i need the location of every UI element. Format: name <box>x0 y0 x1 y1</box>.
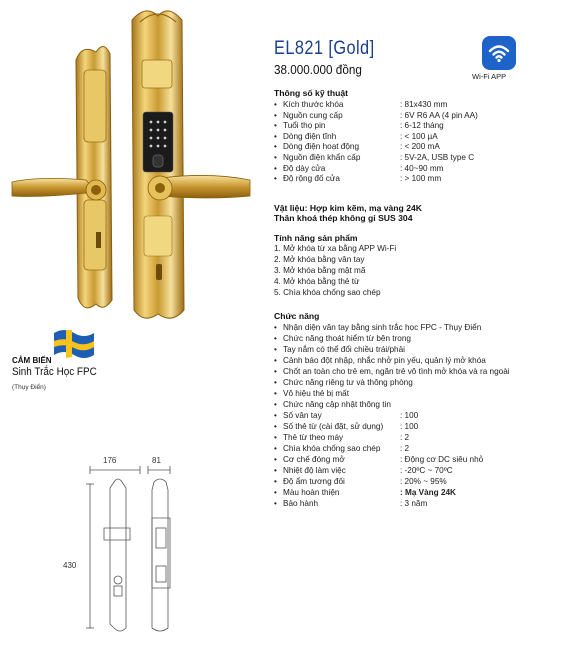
feature-item: 4. Mở khóa bằng thẻ từ <box>274 277 360 286</box>
function-row <box>274 477 447 488</box>
functions-heading: Chức năng <box>274 311 320 321</box>
spec-value: : 40~90 mm <box>400 163 444 173</box>
function-value: : 3 năm <box>400 499 428 508</box>
function-row <box>274 488 456 499</box>
feature-item: 1. Mở khóa từ xa bằng APP Wi-Fi <box>274 244 397 253</box>
dim-width-front: 176 <box>103 456 117 465</box>
bullet-icon: • <box>274 488 277 497</box>
dim-height: 430 <box>63 561 77 570</box>
function-label: Chức năng riêng tư và thông phòng <box>283 378 413 387</box>
sweden-flag-icon <box>52 327 96 361</box>
bullet-icon: • <box>274 389 277 398</box>
bullet-icon: • <box>274 400 277 409</box>
price-text: 38.000.000 đồng <box>274 62 362 77</box>
function-label: Bảo hành <box>283 499 319 508</box>
dim-width-side: 81 <box>152 456 161 465</box>
function-label: Chức năng thoát hiểm từ bên trong <box>283 334 411 343</box>
bullet-icon: • <box>274 323 277 332</box>
wifi-app-label: Wi-Fi APP <box>472 72 507 81</box>
function-value: : 2 <box>400 444 410 453</box>
function-row <box>274 345 405 356</box>
bullet-icon: • <box>274 356 277 365</box>
function-value: : 100 <box>400 411 419 420</box>
bullet-icon: • <box>274 110 277 120</box>
function-label: Độ ẩm tương đối <box>283 477 345 486</box>
spec-row <box>274 110 478 122</box>
bullet-icon: • <box>274 499 277 508</box>
spec-value: : < 200 mA <box>400 142 440 152</box>
bullet-icon: • <box>274 455 277 464</box>
front-lock-plate <box>132 11 250 318</box>
function-row <box>274 455 484 466</box>
dimension-drawing <box>70 458 270 638</box>
function-value: : -20ºC ~ 70ºC <box>400 466 453 475</box>
sensor-title: Sinh Trắc Học FPC <box>12 366 97 378</box>
spec-row <box>274 174 442 185</box>
spec-value: : 81x430 mm <box>400 100 448 109</box>
function-value: : 2 <box>400 433 410 442</box>
function-label: Cảnh báo đột nhập, nhắc nhở pin yếu, quản lý mở khóa <box>283 356 486 365</box>
function-label: Chức năng cập nhật thông tin <box>283 400 391 409</box>
function-row <box>274 400 391 411</box>
bullet-icon: • <box>274 142 277 152</box>
spec-row <box>274 153 475 164</box>
function-label: Số vân tay <box>283 411 322 420</box>
bullet-icon: • <box>274 174 277 184</box>
spec-label: Dòng điện tĩnh <box>283 131 337 141</box>
function-row <box>274 411 419 422</box>
function-row <box>274 466 453 477</box>
sensor-origin: (Thụy Điển) <box>12 384 46 391</box>
function-value: : Động cơ DC siêu nhỏ <box>400 455 484 464</box>
function-label: Chìa khóa chống sao chép <box>283 444 381 453</box>
function-row <box>274 444 410 455</box>
function-row <box>274 422 419 433</box>
model-title: EL821 [Gold] <box>274 38 375 59</box>
lock-illustration <box>0 0 260 340</box>
spec-value: : > 100 mm <box>400 174 442 184</box>
sensor-label: CẢM BIẾN <box>12 356 52 365</box>
feature-item: 2. Mở khóa bằng vân tay <box>274 255 365 264</box>
spec-row <box>274 142 440 153</box>
function-label: Màu hoàn thiện <box>283 488 340 497</box>
bullet-icon: • <box>274 131 277 141</box>
function-row <box>274 323 481 334</box>
function-row <box>274 433 410 444</box>
bullet-icon: • <box>274 345 277 354</box>
fingerprint-sensor-icon <box>153 155 163 167</box>
function-label: Nhận diện vân tay bằng sinh trắc học FPC - Thụy Điển <box>283 323 482 332</box>
bullet-icon: • <box>274 367 277 376</box>
spec-label: Độ rộng đố cửa <box>283 174 340 184</box>
function-label: Chốt an toàn cho trẻ em, ngăn trẻ vô tình mở khóa và ra ngoài <box>283 367 510 376</box>
spec-row <box>274 131 438 143</box>
front-outline <box>90 466 140 631</box>
bullet-icon: • <box>274 444 277 453</box>
feature-item: 5. Chìa khóa chống sao chép <box>274 288 381 297</box>
function-row <box>274 334 411 345</box>
function-row <box>274 499 428 510</box>
material-line-2: Thân khoá thép không gỉ SUS 304 <box>274 213 413 223</box>
spec-row <box>274 163 444 175</box>
back-lock-plate <box>12 46 112 307</box>
spec-value: : 5V-2A, USB type C <box>400 153 475 162</box>
function-row <box>274 367 510 378</box>
wifi-app-icon <box>482 36 516 70</box>
bullet-icon: • <box>274 334 277 343</box>
material-line-1: Vật liệu: Hợp kim kẽm, mạ vàng 24K <box>274 203 422 213</box>
side-outline <box>148 466 170 631</box>
function-value: : 100 <box>400 422 419 431</box>
function-row <box>274 356 486 367</box>
bullet-icon: • <box>274 411 277 420</box>
bullet-icon: • <box>274 153 277 162</box>
feature-item: 3. Mở khóa bằng mật mã <box>274 266 366 275</box>
height-line <box>86 484 94 628</box>
function-value: : Mạ Vàng 24K <box>400 488 456 497</box>
bullet-icon: • <box>274 422 277 431</box>
bullet-icon: • <box>274 378 277 387</box>
spec-value: : 6V R6 AA (4 pin AA) <box>400 110 478 120</box>
bullet-icon: • <box>274 163 277 173</box>
function-label: Tay nắm có thể đổi chiều trái/phải <box>283 345 405 354</box>
spec-label: Độ dày cửa <box>283 163 326 173</box>
bullet-icon: • <box>274 477 277 486</box>
spec-label: Kích thước khóa <box>283 100 344 109</box>
function-row <box>274 378 413 389</box>
spec-label: Tuổi thọ pin <box>283 121 326 131</box>
function-label: Nhiệt độ làm việc <box>283 466 346 475</box>
spec-label: Nguồn cung cấp <box>283 110 343 120</box>
spec-label: Dòng điện hoạt động <box>283 142 360 152</box>
spec-label: Nguồn điện khẩn cấp <box>283 153 361 162</box>
spec-row <box>274 100 448 111</box>
function-label: Số thẻ từ (cài đặt, sử dụng) <box>283 422 384 431</box>
specs-heading: Thông số kỹ thuật <box>274 88 348 98</box>
features-heading: Tính năng sản phẩm <box>274 233 358 243</box>
bullet-icon: • <box>274 433 277 442</box>
function-label: Vô hiệu thẻ bị mất <box>283 389 349 398</box>
function-label: Thẻ từ theo máy <box>283 433 344 442</box>
function-label: Cơ chế đóng mở <box>283 455 345 464</box>
spec-row <box>274 121 444 132</box>
bullet-icon: • <box>274 100 277 109</box>
bullet-icon: • <box>274 121 277 131</box>
function-value: : 20% ~ 95% <box>400 477 447 486</box>
bullet-icon: • <box>274 466 277 475</box>
spec-value: : < 100 µA <box>400 131 438 141</box>
spec-value: : 6-12 tháng <box>400 121 444 131</box>
function-row <box>274 389 349 400</box>
